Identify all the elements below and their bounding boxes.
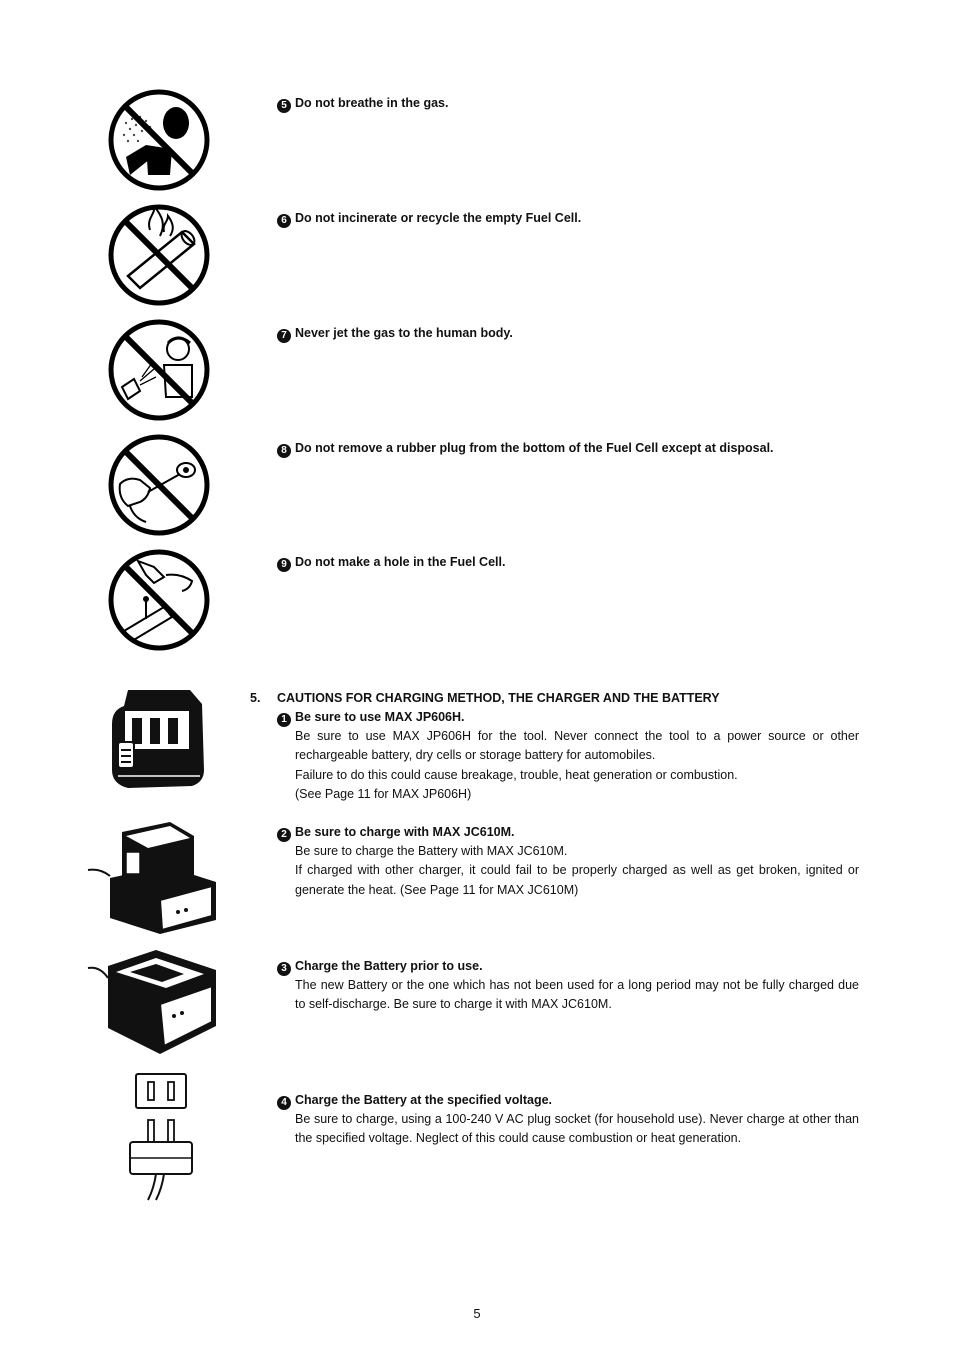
caution-line: Be sure to charge, using a 100-240 V AC plug socket (for household use). Never charge at other than the specified voltage. Neglect of this could cause combustion or heat generation. [295,1112,859,1146]
caution-title [277,1091,859,1110]
caution-title-text: Charge the Battery prior to use. [295,959,483,973]
caption-text: Never jet the gas to the human body. [295,326,513,340]
caution-line: (See Page 11 for MAX JP606H) [295,786,472,801]
caution-title [277,957,859,976]
caution-title-text: Be sure to charge with MAX JC610M. [295,825,515,839]
number-6-icon: 6 [277,214,291,228]
caution-title [277,823,859,842]
no-remove-plug-icon [106,432,212,538]
section-title: CAUTIONS FOR CHARGING METHOD, THE CHARGER AND THE BATTERY [277,691,720,705]
number-2-icon: 2 [277,828,291,842]
number-1-icon: 1 [277,713,291,727]
caution-line: Be sure to use MAX JP606H for the tool. Never connect the tool to a power source or other rechargeable battery, dry cells or storage battery for automobiles. [295,729,859,763]
prohibition-caption-9 [277,553,505,572]
no-incinerate-icon [106,202,212,308]
caption-text: Do not incinerate or recycle the empty Fuel Cell. [295,211,582,225]
number-4-icon: 4 [277,1096,291,1110]
no-jet-gas-body-icon [106,317,212,423]
no-breathing-gas-icon [106,87,212,193]
caution-title-text: Charge the Battery at the specified voltage. [295,1093,553,1107]
caution-item-3 [277,957,859,1015]
ac-plug-socket-icon [124,1072,196,1202]
caution-line: Failure to do this could cause breakage, trouble, heat generation or combustion. [295,767,738,782]
number-8-icon: 8 [277,444,291,458]
caution-line: If charged with other charger, it could fail to be properly charged as well as get broken, ignited or generate the heat. (See Page 11 for MAX JC610M) [295,863,859,897]
section-number: 5. [250,691,261,705]
caution-title-text: Be sure to use MAX JP606H. [295,710,465,724]
caution-line: The new Battery or the one which has not been used for a long period may not be fully charged due to self-discharge. Be sure to charge it with MAX JC610M. [295,978,859,1012]
no-hole-icon [106,547,212,653]
prohibition-caption-8 [277,439,774,458]
number-9-icon: 9 [277,558,291,572]
prohibition-caption-6 [277,209,581,228]
charger-with-battery-icon [86,818,220,936]
caption-text: Do not remove a rubber plug from the bottom of the Fuel Cell except at disposal. [295,441,774,455]
caption-text: Do not make a hole in the Fuel Cell. [295,555,506,569]
prohibition-caption-7 [277,324,513,343]
caution-item-1 [277,708,859,804]
battery-pack-icon [104,684,214,792]
number-3-icon: 3 [277,962,291,976]
section-heading [250,689,720,708]
page-number: 5 [473,1306,481,1321]
caution-title [277,708,859,727]
prohibition-caption-5 [277,94,449,113]
number-7-icon: 7 [277,329,291,343]
caution-item-4 [277,1091,859,1149]
caution-item-2 [277,823,859,900]
caution-line: Be sure to charge the Battery with MAX JC610M. [295,844,568,859]
caption-text: Do not breathe in the gas. [295,96,449,110]
number-5-icon: 5 [277,99,291,113]
charger-icon [86,946,220,1058]
